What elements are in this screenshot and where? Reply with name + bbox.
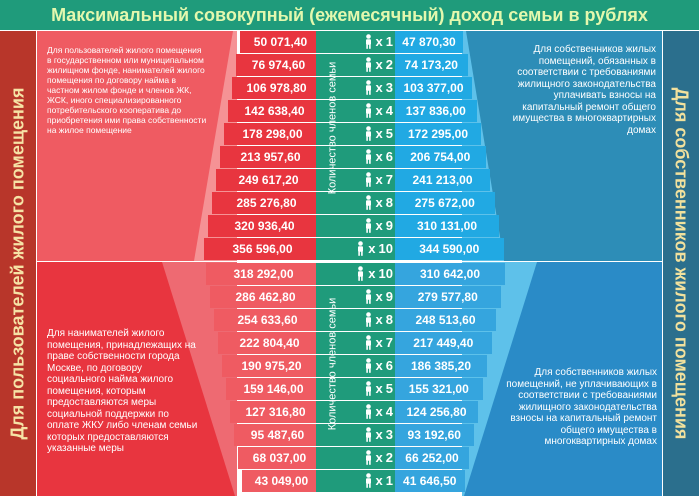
family-size-count: 2 xyxy=(385,450,393,466)
family-size-cell xyxy=(316,447,395,469)
person-icon xyxy=(364,335,373,350)
family-size-count: 2 xyxy=(385,57,393,73)
family-size-label-bottom: Количество членов семьи xyxy=(326,297,339,431)
table-row xyxy=(232,424,697,446)
left-income-cell: 95 487,60 xyxy=(234,424,321,446)
right-income-cell: 103 377,00 xyxy=(395,77,472,99)
person-icon xyxy=(364,473,373,488)
family-size-label-top: Количество членов семьи xyxy=(326,61,339,195)
table-row xyxy=(232,286,697,308)
top-left-panel xyxy=(37,31,237,261)
multiply-sign: x xyxy=(375,381,383,397)
right-income-cell: 248 513,60 xyxy=(395,309,496,331)
family-size-count: 3 xyxy=(385,80,393,96)
table-row xyxy=(232,447,697,469)
right-income-cell: 66 252,00 xyxy=(395,447,469,469)
left-income-cell: 43 049,00 xyxy=(242,470,321,492)
table-row xyxy=(232,263,697,285)
family-size-count: 10 xyxy=(378,266,393,282)
multiply-sign: x xyxy=(375,57,383,73)
family-size-multiplier xyxy=(364,401,393,423)
family-size-cell xyxy=(316,238,395,260)
left-income-cell: 356 596,00 xyxy=(204,238,321,260)
family-size-count: 4 xyxy=(385,404,393,420)
family-size-count: 4 xyxy=(385,103,393,119)
table-row xyxy=(232,169,697,191)
person-icon xyxy=(364,103,373,118)
multiply-sign: x xyxy=(375,34,383,50)
person-icon xyxy=(364,172,373,187)
left-income-cell: 320 936,40 xyxy=(208,215,321,237)
family-size-multiplier xyxy=(364,169,393,191)
person-icon xyxy=(364,195,373,210)
left-income-cell: 254 633,60 xyxy=(214,309,321,331)
table-row xyxy=(232,309,697,331)
family-size-multiplier xyxy=(364,77,393,99)
left-income-cell: 285 276,80 xyxy=(212,192,321,214)
right-income-cell: 279 577,80 xyxy=(395,286,501,308)
multiply-sign: x xyxy=(375,358,383,374)
family-size-multiplier xyxy=(364,378,393,400)
family-size-multiplier xyxy=(356,263,393,285)
multiply-sign: x xyxy=(368,266,376,282)
bottom-right-panel-text: Для собственников жилых помещений, не уплачивающих в соответствии с требованиями жилищного законодательства взносы на капитальный ремонт общего имущества в многоквартирных домах xyxy=(506,367,657,447)
right-income-cell: 241 213,00 xyxy=(395,169,490,191)
person-icon xyxy=(364,312,373,327)
family-size-count: 8 xyxy=(385,312,393,328)
family-size-count: 10 xyxy=(378,241,393,257)
family-size-count: 7 xyxy=(385,172,393,188)
right-income-cell: 124 256,80 xyxy=(395,401,478,423)
left-income-cell: 190 975,20 xyxy=(222,355,321,377)
family-size-multiplier xyxy=(364,355,393,377)
family-size-multiplier xyxy=(364,424,393,446)
right-income-cell: 93 192,60 xyxy=(395,424,474,446)
family-size-count: 7 xyxy=(385,335,393,351)
multiply-sign: x xyxy=(375,427,383,443)
person-icon xyxy=(364,358,373,373)
multiply-sign: x xyxy=(375,404,383,420)
right-side-label: Для собственников жилого помещения xyxy=(671,87,692,440)
left-income-cell: 178 298,00 xyxy=(224,123,321,145)
person-icon xyxy=(364,218,373,233)
table-row xyxy=(232,355,697,377)
person-icon xyxy=(364,289,373,304)
person-icon xyxy=(364,34,373,49)
page-title: Максимальный совокупный (ежемесячный) доход семьи в рублях xyxy=(0,0,699,30)
right-income-cell: 41 646,50 xyxy=(395,470,465,492)
multiply-sign: x xyxy=(375,450,383,466)
person-icon xyxy=(364,57,373,72)
left-side-banner xyxy=(0,31,36,496)
table-row xyxy=(232,146,697,168)
table-row xyxy=(232,332,697,354)
family-size-count: 5 xyxy=(385,381,393,397)
family-size-multiplier xyxy=(356,238,393,260)
left-income-cell: 213 957,60 xyxy=(220,146,321,168)
table-row xyxy=(232,77,697,99)
family-size-cell xyxy=(316,31,395,53)
family-size-multiplier xyxy=(364,447,393,469)
person-icon xyxy=(364,126,373,141)
family-size-multiplier xyxy=(364,309,393,331)
multiply-sign: x xyxy=(375,149,383,165)
family-size-multiplier xyxy=(364,192,393,214)
multiply-sign: x xyxy=(375,473,383,489)
family-size-count: 6 xyxy=(385,358,393,374)
family-size-count: 5 xyxy=(385,126,393,142)
family-size-cell xyxy=(316,263,395,285)
left-income-cell: 127 316,80 xyxy=(230,401,321,423)
left-income-cell: 106 978,80 xyxy=(232,77,321,99)
family-size-count: 1 xyxy=(385,473,393,489)
multiply-sign: x xyxy=(375,126,383,142)
right-income-cell: 155 321,00 xyxy=(395,378,483,400)
family-size-count: 8 xyxy=(385,195,393,211)
right-income-cell: 186 385,20 xyxy=(395,355,487,377)
multiply-sign: x xyxy=(375,335,383,351)
family-size-cell xyxy=(316,192,395,214)
person-icon xyxy=(356,266,365,281)
family-size-multiplier xyxy=(364,146,393,168)
person-icon xyxy=(364,381,373,396)
right-income-cell: 47 870,30 xyxy=(395,31,463,53)
left-income-cell: 76 974,60 xyxy=(236,54,321,76)
family-size-count: 9 xyxy=(385,289,393,305)
table-row xyxy=(232,378,697,400)
top-left-panel-text: Для пользователей жилого помещения в государственном или муниципальном жилищном фонде, нанимателей жилого помещения по договору найма в частном жилом фонде и членов ЖК, ЖСК, иного специализированного потребительского кооператива до приобретения ими права собственности на жилое помещение xyxy=(47,45,207,135)
right-income-cell: 344 590,00 xyxy=(395,238,504,260)
person-icon xyxy=(356,241,365,256)
multiply-sign: x xyxy=(375,172,383,188)
bottom-left-panel xyxy=(37,262,237,496)
family-size-multiplier xyxy=(364,54,393,76)
family-size-cell xyxy=(316,470,395,492)
family-size-count: 9 xyxy=(385,218,393,234)
multiply-sign: x xyxy=(375,312,383,328)
bottom-left-panel-text: Для нанимателей жилого помещения, принадлежащих на праве собственности города Москве, по договору социального найма жилого помещения, которым предоставляются меры социальной поддержки по оплате ЖКУ либо членам семьи которых предоставляются указанные меры xyxy=(47,328,198,454)
multiply-sign: x xyxy=(375,80,383,96)
family-size-multiplier xyxy=(364,215,393,237)
left-income-cell: 142 638,40 xyxy=(228,100,321,122)
right-income-cell: 310 642,00 xyxy=(395,263,505,285)
family-size-cell xyxy=(316,215,395,237)
table-row xyxy=(232,192,697,214)
person-icon xyxy=(364,450,373,465)
right-income-cell: 74 173,20 xyxy=(395,54,468,76)
right-income-cell: 275 672,00 xyxy=(395,192,495,214)
left-income-cell: 222 804,40 xyxy=(218,332,321,354)
table-row xyxy=(232,100,697,122)
family-size-multiplier xyxy=(364,123,393,145)
right-income-cell: 206 754,00 xyxy=(395,146,486,168)
family-size-multiplier xyxy=(364,332,393,354)
multiply-sign: x xyxy=(375,218,383,234)
table-row xyxy=(232,215,697,237)
left-income-cell: 318 292,00 xyxy=(206,263,321,285)
right-income-cell: 217 449,40 xyxy=(395,332,492,354)
table-row xyxy=(232,31,697,53)
family-size-count: 6 xyxy=(385,149,393,165)
left-income-cell: 50 071,40 xyxy=(240,31,321,53)
family-size-multiplier xyxy=(364,470,393,492)
right-income-cell: 137 836,00 xyxy=(395,100,477,122)
left-income-cell: 159 146,00 xyxy=(226,378,321,400)
top-right-panel-text: Для собственников жилых помещений, обязанных в соответствии с требованиями жилищного законодательства уплачивать взносы на капитальный ремонт общего имущества в многоквартирных домах xyxy=(512,44,656,136)
left-income-cell: 249 617,20 xyxy=(216,169,321,191)
family-size-count: 3 xyxy=(385,427,393,443)
right-income-cell: 172 295,00 xyxy=(395,123,481,145)
multiply-sign: x xyxy=(375,103,383,119)
family-size-count: 1 xyxy=(385,34,393,50)
table-row xyxy=(232,54,697,76)
family-size-multiplier xyxy=(364,286,393,308)
person-icon xyxy=(364,404,373,419)
table-row xyxy=(232,470,697,492)
left-side-label: Для пользователей жилого помещения xyxy=(7,87,28,440)
person-icon xyxy=(364,80,373,95)
left-income-cell: 286 462,80 xyxy=(210,286,321,308)
person-icon xyxy=(364,427,373,442)
multiply-sign: x xyxy=(375,195,383,211)
table-row xyxy=(232,238,697,260)
table-row xyxy=(232,123,697,145)
multiply-sign: x xyxy=(375,289,383,305)
family-size-multiplier xyxy=(364,31,393,53)
table-row xyxy=(232,401,697,423)
left-income-cell: 68 037,00 xyxy=(238,447,321,469)
right-income-cell: 310 131,00 xyxy=(395,215,499,237)
family-size-multiplier xyxy=(364,100,393,122)
person-icon xyxy=(364,149,373,164)
multiply-sign: x xyxy=(368,241,376,257)
